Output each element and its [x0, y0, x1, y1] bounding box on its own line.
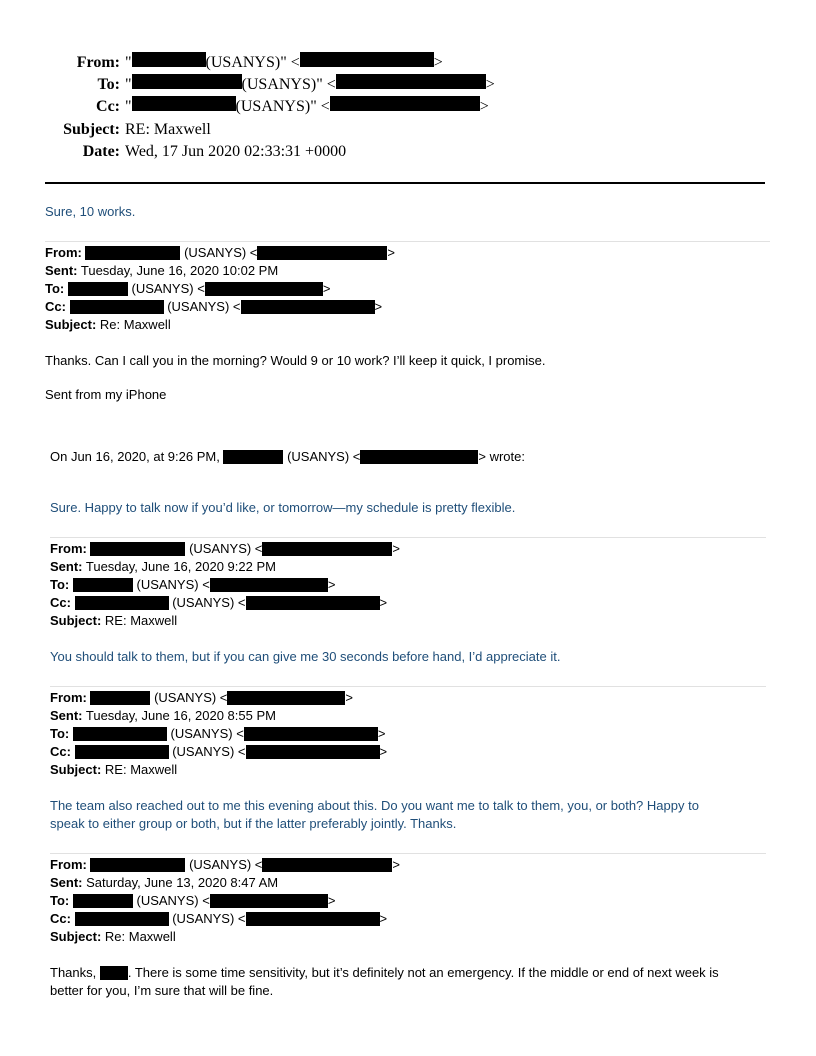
redaction-bar	[132, 74, 242, 89]
header-cc-row	[40, 96, 495, 118]
sent-label: Sent:	[50, 875, 83, 890]
reply-body-line: speak to either group or both, but if the latter preferably jointly. Thanks.	[50, 816, 457, 831]
redaction-bar	[244, 727, 378, 741]
message-separator	[50, 537, 766, 538]
from-name-suffix: (USANYS)" <	[205, 54, 300, 71]
from-label: From:	[45, 245, 82, 260]
to-close: >	[485, 76, 495, 94]
subject-label: Subject:	[45, 317, 97, 332]
redaction-bar	[75, 912, 169, 926]
redaction-bar	[70, 300, 164, 314]
to-suffix: (USANYS) <	[132, 893, 210, 908]
angle-close: >	[392, 857, 400, 872]
sent-value: Tuesday, June 16, 2020 9:22 PM	[82, 559, 276, 574]
redaction-bar	[336, 74, 486, 89]
top-email-header	[40, 52, 495, 163]
message-separator	[50, 686, 766, 687]
subject-value: Re: Maxwell	[96, 317, 171, 332]
sent-value: Tuesday, June 16, 2020 8:55 PM	[82, 708, 276, 723]
message-separator	[50, 853, 766, 854]
redaction-bar	[330, 96, 480, 111]
redaction-bar	[132, 52, 206, 67]
quote-middle: (USANYS) <	[283, 449, 361, 464]
reply-body: You should talk to them, but if you can give me 30 seconds before hand, I’d appreciate it.	[50, 649, 561, 664]
to-quote: "	[125, 76, 132, 94]
message-header	[50, 540, 400, 630]
cc-label: Cc:	[96, 98, 120, 116]
redaction-bar	[246, 596, 380, 610]
redaction-bar	[262, 542, 392, 556]
from-label: From:	[76, 54, 120, 71]
cc-close: >	[479, 98, 489, 116]
redaction-bar	[75, 745, 169, 759]
redaction-bar	[132, 96, 236, 111]
from-close: >	[433, 54, 443, 71]
redaction-bar	[241, 300, 375, 314]
redaction-bar	[300, 52, 434, 67]
angle-close: >	[327, 577, 336, 592]
angle-close: >	[379, 911, 388, 926]
redaction-bar	[73, 727, 167, 741]
angle-close: >	[392, 541, 400, 556]
redaction-bar	[73, 578, 133, 592]
quote-prefix: On Jun 16, 2020, at 9:26 PM,	[50, 449, 224, 464]
subject-label: Subject:	[50, 929, 102, 944]
to-label: To:	[97, 76, 120, 94]
quote-attribution	[50, 448, 525, 466]
cc-label: Cc:	[50, 744, 71, 759]
message-body: Thanks. Can I call you in the morning? Would 9 or 10 work? I’ll keep it quick, I promise.	[45, 353, 546, 368]
subject-label: Subject:	[50, 762, 102, 777]
subject-label: Subject:	[63, 120, 120, 138]
date-label: Date:	[82, 142, 120, 160]
redaction-bar	[223, 450, 283, 464]
subject-label: Subject:	[50, 613, 102, 628]
to-label: To:	[50, 893, 70, 908]
redaction-bar	[90, 858, 185, 872]
header-divider	[45, 182, 765, 184]
to-name-suffix: (USANYS)" <	[241, 76, 336, 94]
redaction-bar	[90, 542, 185, 556]
angle-close: >	[379, 595, 388, 610]
redaction-bar	[210, 894, 328, 908]
sent-label: Sent:	[50, 708, 83, 723]
body-line1-rest: . There is some time sensitivity, but it’s definitely not an emergency. If the middle or end of next week is	[127, 965, 719, 980]
cc-label: Cc:	[50, 595, 71, 610]
redaction-bar	[90, 691, 150, 705]
from-label: From:	[50, 857, 87, 872]
subject-value: RE: Maxwell	[101, 613, 178, 628]
from-label: From:	[50, 541, 87, 556]
from-suffix: (USANYS) <	[180, 245, 258, 260]
header-date-row	[40, 141, 495, 163]
reply-body: Sure, 10 works.	[45, 204, 136, 219]
message-body	[50, 964, 770, 1000]
message-header	[50, 856, 400, 946]
angle-close: >	[345, 690, 353, 705]
from-suffix: (USANYS) <	[150, 690, 228, 705]
redaction-bar	[360, 450, 478, 464]
message-body-line	[50, 964, 770, 982]
redaction-bar	[73, 894, 133, 908]
to-suffix: (USANYS) <	[132, 577, 210, 592]
redaction-bar	[210, 578, 328, 592]
redaction-bar	[257, 246, 387, 260]
redaction-bar	[246, 745, 380, 759]
cc-label: Cc:	[50, 911, 71, 926]
reply-body: Sure. Happy to talk now if you’d like, or tomorrow—my schedule is pretty flexible.	[50, 500, 516, 515]
cc-suffix: (USANYS) <	[168, 744, 246, 759]
angle-close: >	[327, 893, 336, 908]
angle-close: >	[387, 245, 395, 260]
message-header	[45, 244, 395, 334]
signature: Sent from my iPhone	[45, 387, 167, 402]
reply-body-line: The team also reached out to me this evening about this. Do you want me to talk to them, you, or both? Happy to	[50, 798, 699, 813]
redaction-bar	[75, 596, 169, 610]
date-value: Wed, 17 Jun 2020 02:33:31 +0000	[125, 142, 347, 160]
to-suffix: (USANYS) <	[166, 726, 244, 741]
redaction-bar	[85, 246, 180, 260]
subject-value: RE: Maxwell	[125, 120, 211, 138]
redaction-bar	[262, 858, 392, 872]
sent-value: Saturday, June 13, 2020 8:47 AM	[82, 875, 279, 890]
message-separator	[45, 241, 770, 242]
header-subject-row	[40, 119, 495, 141]
sent-value: Tuesday, June 16, 2020 10:02 PM	[77, 263, 279, 278]
angle-close: >	[374, 299, 383, 314]
cc-quote: "	[125, 98, 132, 116]
redaction-bar	[100, 966, 128, 980]
header-to-row	[40, 74, 495, 96]
redaction-bar	[68, 282, 128, 296]
message-body-line: better for you, I’m sure that will be fine.	[50, 983, 274, 998]
angle-close: >	[379, 744, 388, 759]
to-label: To:	[45, 281, 65, 296]
cc-name-suffix: (USANYS)" <	[235, 98, 330, 116]
from-suffix: (USANYS) <	[185, 541, 263, 556]
message-header	[50, 689, 387, 779]
subject-value: Re: Maxwell	[101, 929, 176, 944]
from-quote: "	[125, 54, 132, 71]
from-label: From:	[50, 690, 87, 705]
sent-label: Sent:	[50, 559, 83, 574]
redaction-bar	[246, 912, 380, 926]
sent-label: Sent:	[45, 263, 78, 278]
header-from-row	[40, 52, 495, 74]
cc-suffix: (USANYS) <	[168, 911, 246, 926]
to-suffix: (USANYS) <	[127, 281, 205, 296]
redaction-bar	[205, 282, 323, 296]
angle-close: >	[377, 726, 386, 741]
to-label: To:	[50, 577, 70, 592]
cc-suffix: (USANYS) <	[163, 299, 241, 314]
to-label: To:	[50, 726, 70, 741]
angle-close: >	[322, 281, 331, 296]
cc-label: Cc:	[45, 299, 66, 314]
subject-value: RE: Maxwell	[101, 762, 178, 777]
cc-suffix: (USANYS) <	[168, 595, 246, 610]
body-prefix: Thanks,	[50, 965, 100, 980]
reply-body	[50, 797, 699, 833]
redaction-bar	[227, 691, 345, 705]
quote-suffix: > wrote:	[478, 449, 525, 464]
from-suffix: (USANYS) <	[185, 857, 263, 872]
